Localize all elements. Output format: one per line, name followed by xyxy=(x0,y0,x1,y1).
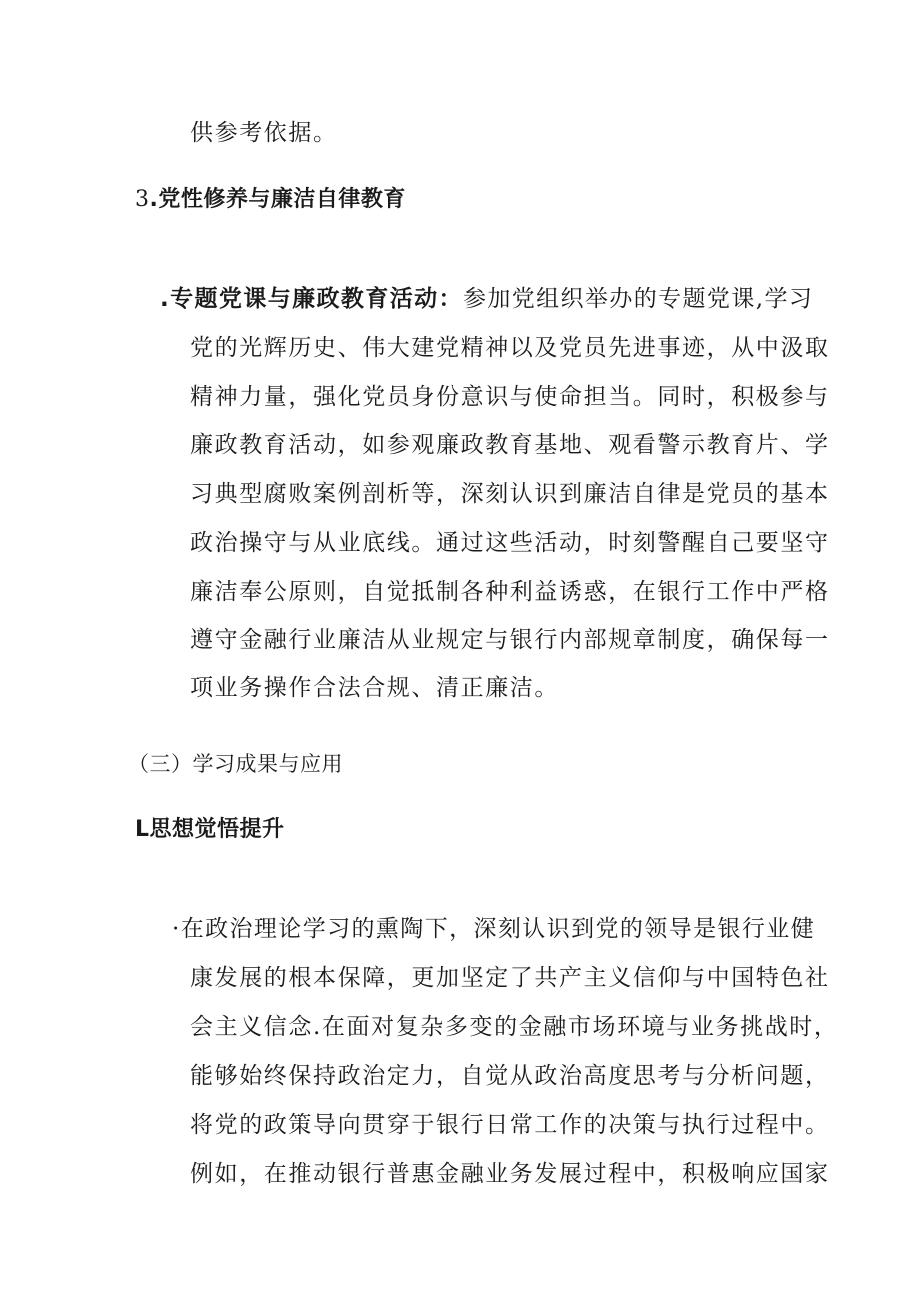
section-heading-3-cn: （三）学习成果与应用 xyxy=(128,752,343,776)
section-heading-3 xyxy=(135,185,406,215)
paragraph-line: 党的光辉历史、伟大建党精神以及党员先进事迹，从中汲取 xyxy=(190,335,830,361)
heading-text: .党性修养与廉洁自律教育 xyxy=(149,187,406,212)
paragraph-line: 廉政教育活动，如参观廉政教育基地、观看警示教育片、学 xyxy=(190,432,830,458)
paragraph-line: 康发展的根本保障，更加坚定了共产主义信仰与中国特色社 xyxy=(190,965,830,991)
paragraph-first-line: ·在政治理论学习的熏陶下，深刻认识到党的领导是银行业健 xyxy=(172,916,816,942)
paragraph-line: 遵守金融行业廉洁从业规定与银行内部规章制度，确保每一 xyxy=(190,627,830,653)
paragraph-line: 精神力量，强化党员身份意识与使命担当。同时，积极参与 xyxy=(190,384,830,410)
paragraph-first-line xyxy=(160,284,813,314)
paragraph-line: 例如，在推动银行普惠金融业务发展过程中，积极响应国家 xyxy=(190,1161,830,1187)
paragraph-line: 项业务操作合法合规、清正廉洁。 xyxy=(190,675,559,701)
paragraph-line: 习典型腐败案例剖析等，深刻认识到廉洁自律是党员的基本 xyxy=(190,481,830,507)
paragraph-lead: .专题党课与廉政教育活动： xyxy=(160,286,463,312)
paragraph-line: 政治操守与从业底线。通过这些活动，时刻警醒自己要坚守 xyxy=(190,530,830,556)
paragraph-first-text: 参加党组织举办的专题党课,学习 xyxy=(462,286,814,312)
heading-number: 3 xyxy=(135,187,150,212)
subsection-heading-L: L思想觉悟提升 xyxy=(135,817,285,842)
paragraph-line: 将党的政策导向贯穿于银行日常工作的决策与执行过程中。 xyxy=(190,1112,830,1138)
paragraph-line: 廉洁奉公原则，自觉抵制各种利益诱惑，在银行工作中严格 xyxy=(190,579,830,605)
paragraph-line: 会主义信念.在面对复杂多变的金融市场环境与业务挑战时， xyxy=(190,1014,839,1040)
paragraph-line: 能够始终保持政治定力，自觉从政治高度思考与分析问题， xyxy=(190,1063,830,1089)
paragraph-tail: 供参考依据。 xyxy=(190,120,338,146)
